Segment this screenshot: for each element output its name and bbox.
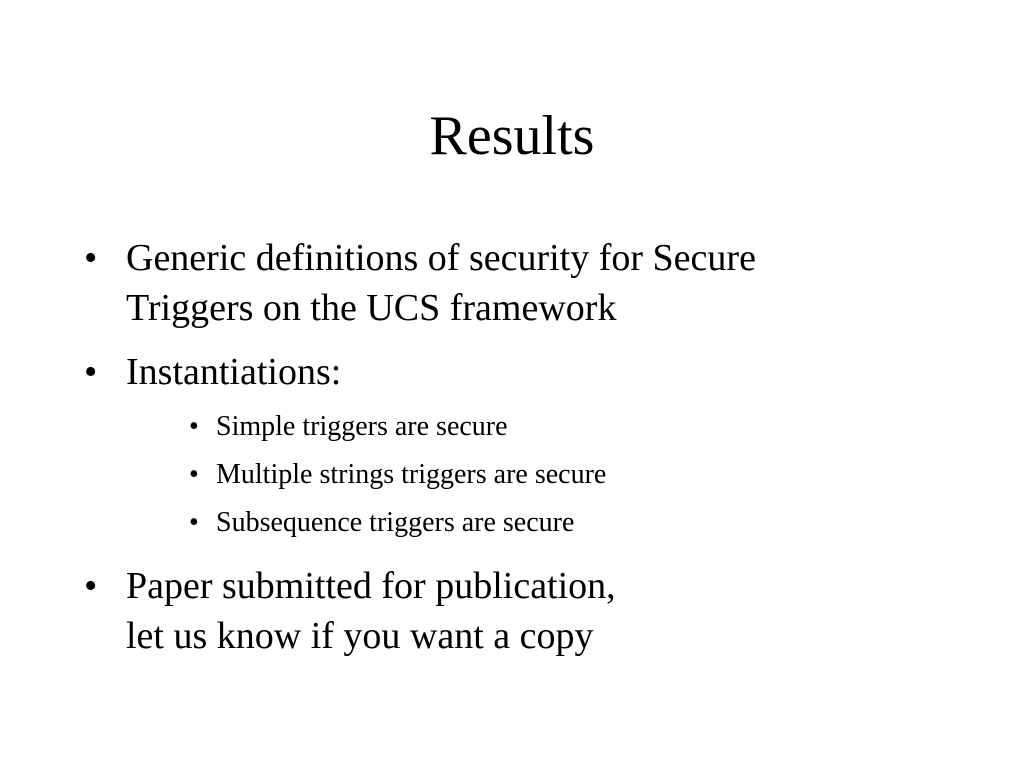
subbullet-item xyxy=(126,451,984,499)
bullet-item xyxy=(84,347,984,547)
subbullet-item xyxy=(126,403,984,451)
subbullet-item xyxy=(126,499,984,547)
subbullet-text: Subsequence triggers are secure xyxy=(216,507,575,538)
subbullet-marker-icon: • xyxy=(189,411,199,442)
bullet-line: Generic definitions of security for Secure xyxy=(126,237,756,279)
bullet-item xyxy=(84,561,984,661)
bullet-text xyxy=(126,347,984,397)
subbullet-marker-icon: • xyxy=(189,459,199,490)
bullet-line: let us know if you want a copy xyxy=(126,615,594,657)
subbullet-list xyxy=(126,403,984,547)
subbullet-text: Multiple strings triggers are secure xyxy=(216,459,607,490)
bullet-marker-icon: • xyxy=(84,565,98,607)
bullet-marker-icon: • xyxy=(84,351,98,393)
bullet-text xyxy=(126,233,984,333)
subbullet-text: Simple triggers are secure xyxy=(216,411,508,442)
bullet-list xyxy=(84,233,984,675)
bullet-item xyxy=(84,233,984,333)
bullet-marker-icon: • xyxy=(84,237,98,279)
bullet-line: Paper submitted for publication, xyxy=(126,565,616,607)
slide-title: Results xyxy=(429,105,595,167)
bullet-text xyxy=(126,561,984,661)
bullet-line: Instantiations: xyxy=(126,351,342,393)
bullet-line: Triggers on the UCS framework xyxy=(126,287,617,329)
subbullet-marker-icon: • xyxy=(189,507,199,538)
